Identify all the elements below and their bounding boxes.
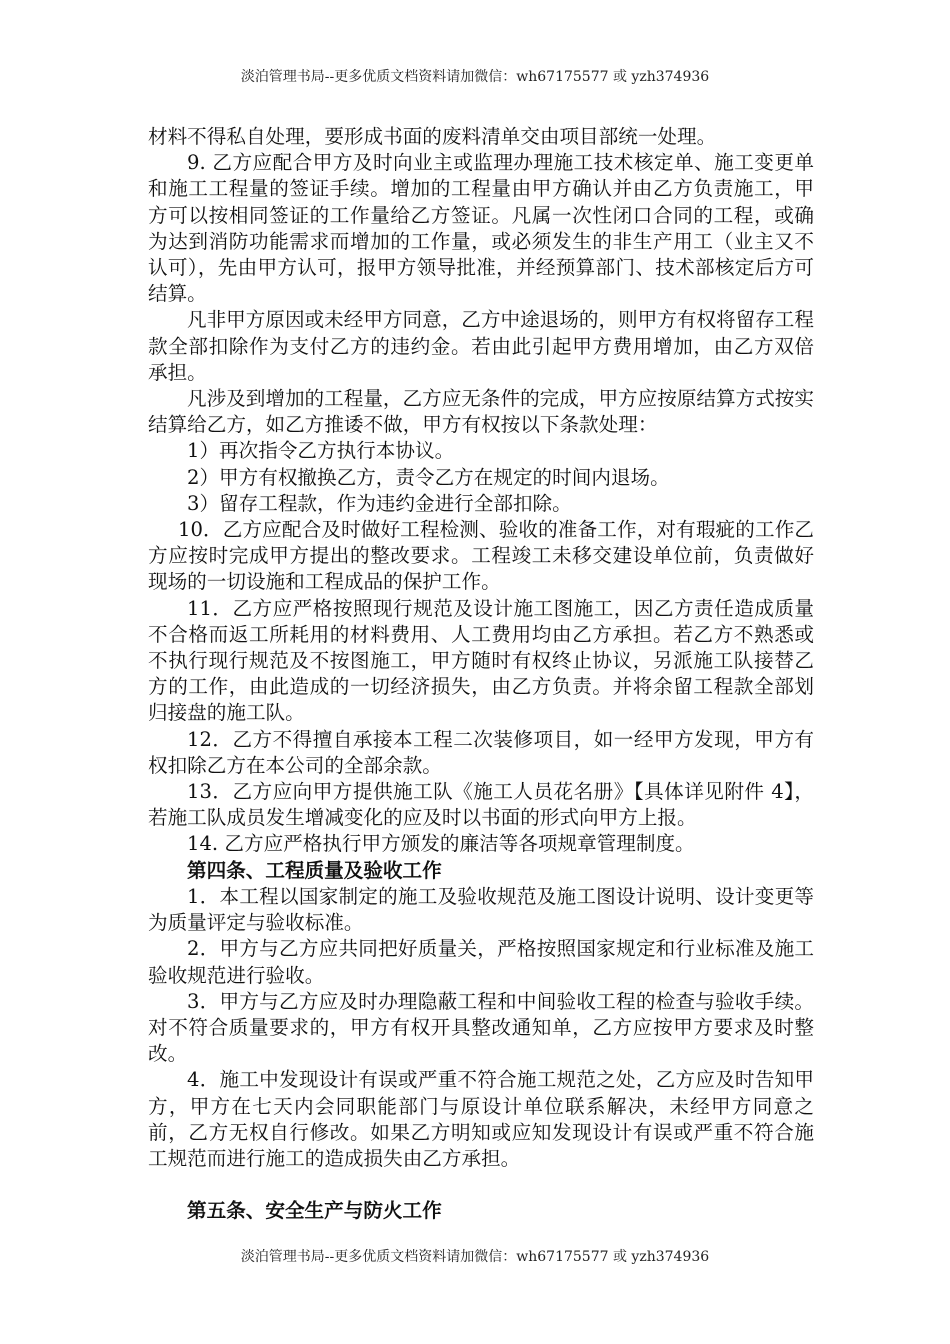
- paragraph: 4．施工中发现设计有误或严重不符合施工规范之处，乙方应及时告知甲方，甲方在七天内会同职能部门与原设计单位联系解决，未经甲方同意之前，乙方无权自行修改。如果乙方明知或应知发现设计有误或严重不符合施工规范而进行施工的造成损失由乙方承担。: [148, 1068, 814, 1170]
- paragraph: 9. 乙方应配合甲方及时向业主或监理办理施工技术核定单、施工变更单和施工工程量的签证手续。增加的工程量由甲方确认并由乙方负责施工，甲方可以按相同签证的工作量给乙方签证。凡属一次性闭口合同的工程，或确为达到消防功能需求而增加的工作量，或必须发生的非生产用工（业主又不认可），先由甲方认可，报甲方领导批准，并经预算部门、技术部核定后方可结算。: [148, 151, 814, 306]
- list-item: 3）留存工程款，作为违约金进行全部扣除。: [187, 491, 572, 515]
- page-footer: 淡泊管理书局--更多优质文档资料请加微信：wh67175577 或 yzh374936: [240, 1249, 710, 1265]
- paragraph: 13．乙方应向甲方提供施工队《施工人员花名册》【具体详见附件 4】，若施工队成员发生增减变化的应及时以书面的形式向甲方上报。: [148, 780, 814, 830]
- paragraph: 14. 乙方应严格执行甲方颁发的廉洁等各项规章管理制度。: [187, 832, 695, 856]
- paragraph: 1．本工程以国家制定的施工及验收规范及施工图设计说明、设计变更等为质量评定与验收标准。: [148, 884, 814, 935]
- section-heading: 第五条、安全生产与防火工作: [187, 1199, 442, 1223]
- paragraph: 3．甲方与乙方应及时办理隐蔽工程和中间验收工程的检查与验收手续。对不符合质量要求的，甲方有权开具整改通知单，乙方应按甲方要求及时整改。: [148, 989, 814, 1066]
- paragraph: 材料不得私自处理，要形成书面的废料清单交由项目部统一处理。: [148, 125, 717, 148]
- paragraph: 凡非甲方原因或未经甲方同意，乙方中途退场的，则甲方有权将留存工程款全部扣除作为支付乙方的违约金。若由此引起甲方费用增加，由乙方双倍承担。: [148, 308, 814, 384]
- section-heading: 第四条、工程质量及验收工作: [187, 858, 442, 882]
- list-item: 1）再次指令乙方执行本协议。: [187, 439, 455, 463]
- paragraph: 2．甲方与乙方应共同把好质量关，严格按照国家规定和行业标准及施工验收规范进行验收。: [148, 937, 814, 987]
- paragraph: 10．乙方应配合及时做好工程检测、验收的准备工作，对有瑕疵的工作乙方应按时完成甲方提出的整改要求。工程竣工未移交建设单位前，负责做好现场的一切设施和工程成品的保护工作。: [148, 518, 814, 594]
- spacer: [148, 1172, 814, 1198]
- page-header: 淡泊管理书局--更多优质文档资料请加微信：wh67175577 或 yzh374936: [240, 69, 710, 85]
- paragraph: 11．乙方应严格按照现行规范及设计施工图施工，因乙方责任造成质量不合格而返工所耗用的材料费用、人工费用均由乙方承担。若乙方不熟悉或不执行现行规范及不按图施工，甲方随时有权终止协议，另派施工队接替乙方的工作，由此造成的一切经济损失，由乙方负责。并将余留工程款全部划归接盘的施工队。: [148, 596, 814, 725]
- paragraph: 凡涉及到增加的工程量，乙方应无条件的完成，甲方应按原结算方式按实结算给乙方，如乙方推诿不做，甲方有权按以下条款处理：: [148, 387, 814, 437]
- paragraph: 12．乙方不得擅自承接本工程二次装修项目，如一经甲方发现，甲方有权扣除乙方在本公司的全部余款。: [148, 727, 814, 777]
- list-item: 2）甲方有权撤换乙方，责令乙方在规定的时间内退场。: [187, 465, 670, 489]
- document-body: [148, 124, 814, 1224]
